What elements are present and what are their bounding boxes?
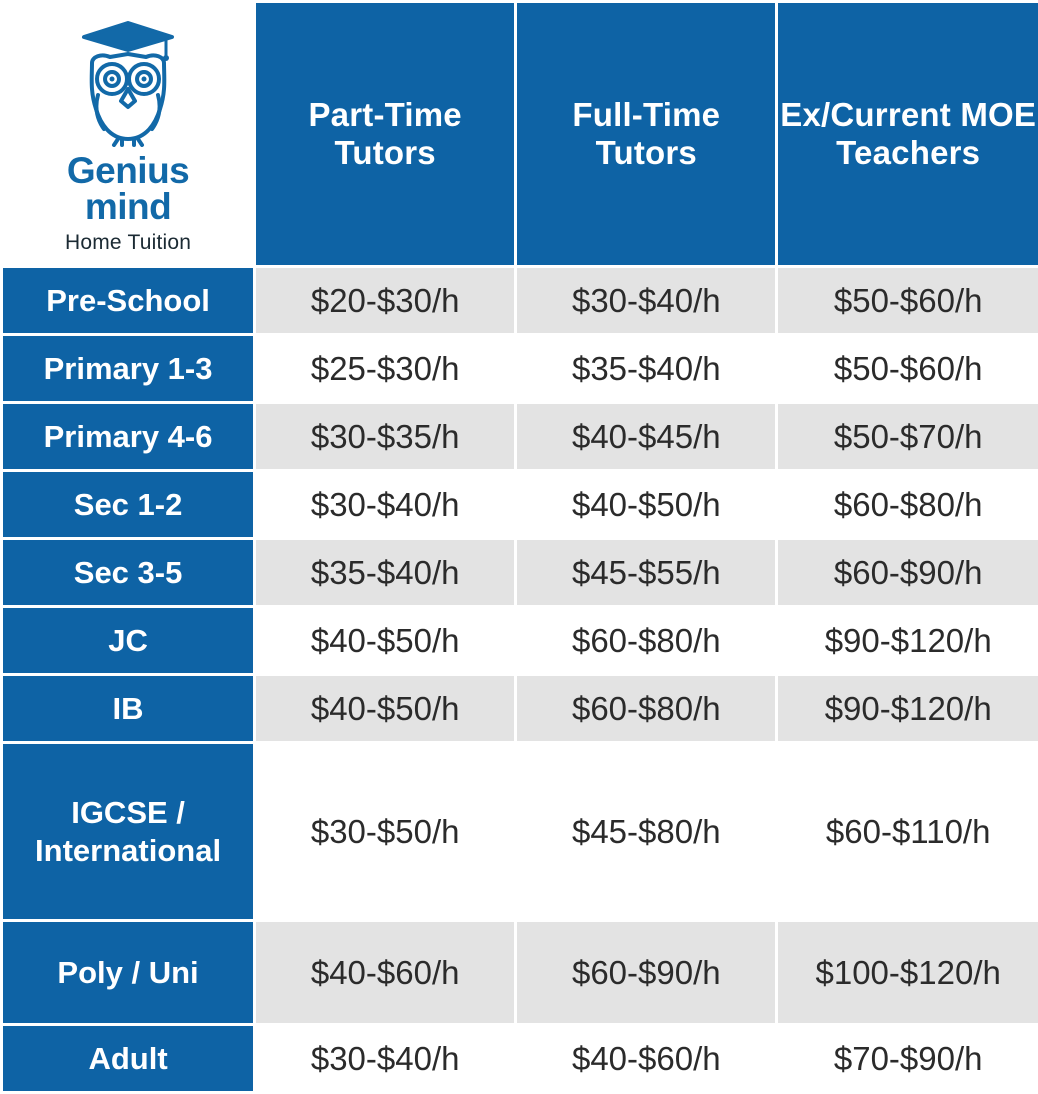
row-label: IB (2, 675, 255, 743)
rate-cell: $40-$60/h (255, 921, 516, 1025)
rate-cell: $60-$80/h (516, 675, 777, 743)
rate-cell: $40-$60/h (516, 1025, 777, 1093)
row-label: IGCSE / International (2, 743, 255, 921)
rate-cell: $90-$120/h (777, 607, 1038, 675)
rate-cell: $100-$120/h (777, 921, 1038, 1025)
rate-cell: $30-$40/h (255, 471, 516, 539)
row-label: JC (2, 607, 255, 675)
table-row (2, 539, 1038, 607)
rate-cell: $70-$90/h (777, 1025, 1038, 1093)
owl-graduate-icon (68, 17, 188, 147)
rate-cell: $90-$120/h (777, 675, 1038, 743)
table-row (2, 675, 1038, 743)
row-label: Primary 4-6 (2, 403, 255, 471)
rate-cell: $60-$90/h (777, 539, 1038, 607)
table-header-row (2, 2, 1038, 267)
brand-name-line1: Genius (67, 150, 189, 191)
rate-cell: $45-$80/h (516, 743, 777, 921)
rate-cell: $25-$30/h (255, 335, 516, 403)
column-header-full-time: Full-Time Tutors (516, 2, 777, 267)
row-label: Sec 1-2 (2, 471, 255, 539)
table-row (2, 743, 1038, 921)
rate-cell: $35-$40/h (516, 335, 777, 403)
rate-cell: $60-$80/h (777, 471, 1038, 539)
row-label: Sec 3-5 (2, 539, 255, 607)
brand-logo-cell (2, 2, 255, 267)
rate-cell: $60-$90/h (516, 921, 777, 1025)
table-row (2, 471, 1038, 539)
rate-cell: $30-$40/h (516, 267, 777, 335)
row-label: Primary 1-3 (2, 335, 255, 403)
rate-cell: $30-$50/h (255, 743, 516, 921)
table-row (2, 921, 1038, 1025)
rate-cell: $60-$80/h (516, 607, 777, 675)
rate-cell: $35-$40/h (255, 539, 516, 607)
rate-cell: $45-$55/h (516, 539, 777, 607)
table-row (2, 403, 1038, 471)
table-row (2, 267, 1038, 335)
row-label: Adult (2, 1025, 255, 1093)
table-row (2, 335, 1038, 403)
rate-cell: $40-$50/h (516, 471, 777, 539)
row-label: Poly / Uni (2, 921, 255, 1025)
rate-cell: $40-$45/h (516, 403, 777, 471)
rate-cell: $40-$50/h (255, 607, 516, 675)
rate-cell: $50-$60/h (777, 267, 1038, 335)
column-header-moe-teachers: Ex/Current MOE Teachers (777, 2, 1038, 267)
rate-cell: $20-$30/h (255, 267, 516, 335)
table-row (2, 1025, 1038, 1093)
rate-cell: $50-$60/h (777, 335, 1038, 403)
brand-name-line2: mind (85, 186, 171, 227)
column-header-part-time: Part-Time Tutors (255, 2, 516, 267)
rate-cell: $30-$35/h (255, 403, 516, 471)
brand-tagline: Home Tuition (65, 231, 191, 255)
rate-cell: $60-$110/h (777, 743, 1038, 921)
rate-cell: $50-$70/h (777, 403, 1038, 471)
table-row (2, 607, 1038, 675)
rate-cell: $30-$40/h (255, 1025, 516, 1093)
row-label: Pre-School (2, 267, 255, 335)
rate-cell: $40-$50/h (255, 675, 516, 743)
